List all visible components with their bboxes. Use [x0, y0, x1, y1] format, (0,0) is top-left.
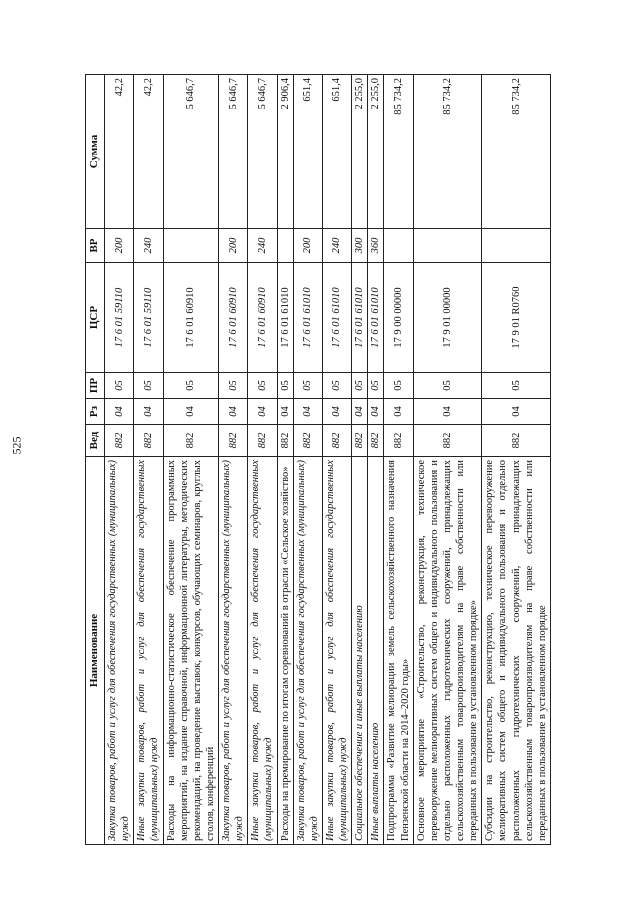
cell-name: Подпрограмма «Развитие мелиорации земель сельскохозяйственного назначения Пензенской области на 2014–2020 годы»: [384, 457, 413, 845]
page-number: 525: [9, 436, 24, 455]
header-csr: ЦСР: [86, 263, 105, 373]
cell-sum: 2 255,0: [368, 75, 384, 229]
cell-vr: [384, 229, 413, 263]
table-body: [105, 75, 551, 845]
cell-name: Закупка товаров, работ и услуг для обеспечения государственных (муниципальных) нужд: [219, 457, 248, 845]
cell-name: Социальное обеспечение и иные выплаты населению: [352, 457, 368, 845]
cell-ved: 882: [277, 425, 293, 457]
cell-sum: 5 646,7: [219, 75, 248, 229]
cell-ved: 882: [368, 425, 384, 457]
cell-ved: 882: [413, 425, 482, 457]
cell-vr: 240: [134, 229, 163, 263]
cell-rz: 04: [163, 399, 219, 425]
cell-ved: 882: [482, 425, 551, 457]
cell-rz: 04: [352, 399, 368, 425]
cell-vr: 300: [352, 229, 368, 263]
cell-name: Закупка товаров, работ и услуг для обеспечения государственных (муниципальных) нужд: [293, 457, 322, 845]
cell-sum: 85 734,2: [413, 75, 482, 229]
cell-rz: 04: [482, 399, 551, 425]
cell-csr: 17 6 01 60910: [163, 263, 219, 373]
table-row: [163, 75, 219, 845]
cell-vr: 200: [293, 229, 322, 263]
cell-csr: 17 6 01 60910: [219, 263, 248, 373]
cell-sum: 2 255,0: [352, 75, 368, 229]
cell-pr: 05: [413, 373, 482, 399]
cell-pr: 05: [163, 373, 219, 399]
cell-pr: 05: [277, 373, 293, 399]
cell-rz: 04: [293, 399, 322, 425]
cell-sum: 5 646,7: [248, 75, 277, 229]
cell-sum: 651,4: [322, 75, 351, 229]
header-sum: Сумма: [86, 75, 105, 229]
cell-pr: 05: [134, 373, 163, 399]
cell-csr: 17 6 01 61010: [368, 263, 384, 373]
cell-vr: [482, 229, 551, 263]
cell-ved: 882: [134, 425, 163, 457]
cell-ved: 882: [322, 425, 351, 457]
cell-pr: 05: [352, 373, 368, 399]
cell-rz: 04: [277, 399, 293, 425]
header-rz: Рз: [86, 399, 105, 425]
cell-ved: 882: [352, 425, 368, 457]
cell-vr: 200: [105, 229, 134, 263]
header-ved: Вед: [86, 425, 105, 457]
cell-csr: 17 9 01 00000: [413, 263, 482, 373]
cell-rz: 04: [105, 399, 134, 425]
cell-ved: 882: [248, 425, 277, 457]
table-row: [105, 75, 134, 845]
cell-csr: 17 6 01 61010: [293, 263, 322, 373]
header-name: Наименование: [86, 457, 105, 845]
cell-name: Расходы на премирование по итогам соревнований в отрасли «Сельское хозяйство»: [277, 457, 293, 845]
cell-ved: 882: [384, 425, 413, 457]
cell-sum: 85 734,2: [384, 75, 413, 229]
rotated-table-container: [85, 75, 555, 845]
cell-name: Иные закупки товаров, работ и услуг для обеспечения государственных (муниципальных) нужд: [322, 457, 351, 845]
cell-csr: 17 6 01 61010: [352, 263, 368, 373]
cell-rz: 04: [413, 399, 482, 425]
cell-csr: 17 9 00 00000: [384, 263, 413, 373]
cell-sum: 42,2: [105, 75, 134, 229]
table-row: [384, 75, 413, 845]
cell-rz: 04: [384, 399, 413, 425]
cell-csr: 17 6 01 59110: [134, 263, 163, 373]
table-header-row: [86, 75, 105, 845]
cell-name: Расходы на информационно-статистическое обеспечение программных мероприятий, на издание справочной, информационной литературы, методических рекомендаций, на проведение выставок, конкурсов, обучающих семинаров, круглых столов, конференций: [163, 457, 219, 845]
table-row: [482, 75, 551, 845]
cell-pr: 05: [482, 373, 551, 399]
cell-rz: 04: [368, 399, 384, 425]
cell-vr: 240: [248, 229, 277, 263]
cell-ved: 882: [163, 425, 219, 457]
cell-pr: 05: [219, 373, 248, 399]
cell-sum: 2 906,4: [277, 75, 293, 229]
cell-ved: 882: [105, 425, 134, 457]
cell-vr: 360: [368, 229, 384, 263]
table-row: [277, 75, 293, 845]
cell-sum: 42,2: [134, 75, 163, 229]
table-row: [219, 75, 248, 845]
cell-name: Субсидии на строительство, реконструкцию, техническое перевооружение мелиоративных систем общего и индивидуального пользования и отдельно расположенных гидротехнических сооружений, принадлежащих сельскохозяйственным товаропроизводителям на праве собственности или переданных в пользование в установленном порядке: [482, 457, 551, 845]
cell-rz: 04: [322, 399, 351, 425]
cell-pr: 05: [368, 373, 384, 399]
budget-table: [85, 74, 551, 845]
cell-sum: 651,4: [293, 75, 322, 229]
cell-vr: [277, 229, 293, 263]
cell-name: Иные выплаты населению: [368, 457, 384, 845]
cell-rz: 04: [134, 399, 163, 425]
cell-name: Иные закупки товаров, работ и услуг для обеспечения государственных (муниципальных) нужд: [248, 457, 277, 845]
table-row: [134, 75, 163, 845]
header-pr: ПР: [86, 373, 105, 399]
table-row: [352, 75, 368, 845]
table-row: [322, 75, 351, 845]
cell-rz: 04: [248, 399, 277, 425]
cell-sum: 5 646,7: [163, 75, 219, 229]
cell-ved: 882: [219, 425, 248, 457]
cell-vr: 200: [219, 229, 248, 263]
header-vr: ВР: [86, 229, 105, 263]
cell-csr: 17 6 01 61010: [277, 263, 293, 373]
cell-csr: 17 6 01 61010: [322, 263, 351, 373]
cell-sum: 85 734,2: [482, 75, 551, 229]
cell-rz: 04: [219, 399, 248, 425]
cell-name: Основное мероприятие «Строительство, реконструкция, техническое перевооружение мелиоративных систем общего и индивидуального пользования и отдельно расположенных гидротехнических сооружений, принадлежащих сельскохозяйственным товаропроизводителям на праве собственности или переданных в пользование в установленном порядке»: [413, 457, 482, 845]
cell-vr: [163, 229, 219, 263]
cell-vr: 240: [322, 229, 351, 263]
table-row: [293, 75, 322, 845]
cell-pr: 05: [248, 373, 277, 399]
cell-pr: 05: [105, 373, 134, 399]
table-row: [368, 75, 384, 845]
cell-pr: 05: [384, 373, 413, 399]
table-row: [248, 75, 277, 845]
cell-name: Иные закупки товаров, работ и услуг для обеспечения государственных (муниципальных) нужд: [134, 457, 163, 845]
cell-pr: 05: [293, 373, 322, 399]
cell-vr: [413, 229, 482, 263]
cell-name: Закупка товаров, работ и услуг для обеспечения государственных (муниципальных) нужд: [105, 457, 134, 845]
table-row: [413, 75, 482, 845]
cell-pr: 05: [322, 373, 351, 399]
cell-csr: 17 6 01 60910: [248, 263, 277, 373]
cell-csr: 17 6 01 59110: [105, 263, 134, 373]
cell-ved: 882: [293, 425, 322, 457]
cell-csr: 17 9 01 R0760: [482, 263, 551, 373]
